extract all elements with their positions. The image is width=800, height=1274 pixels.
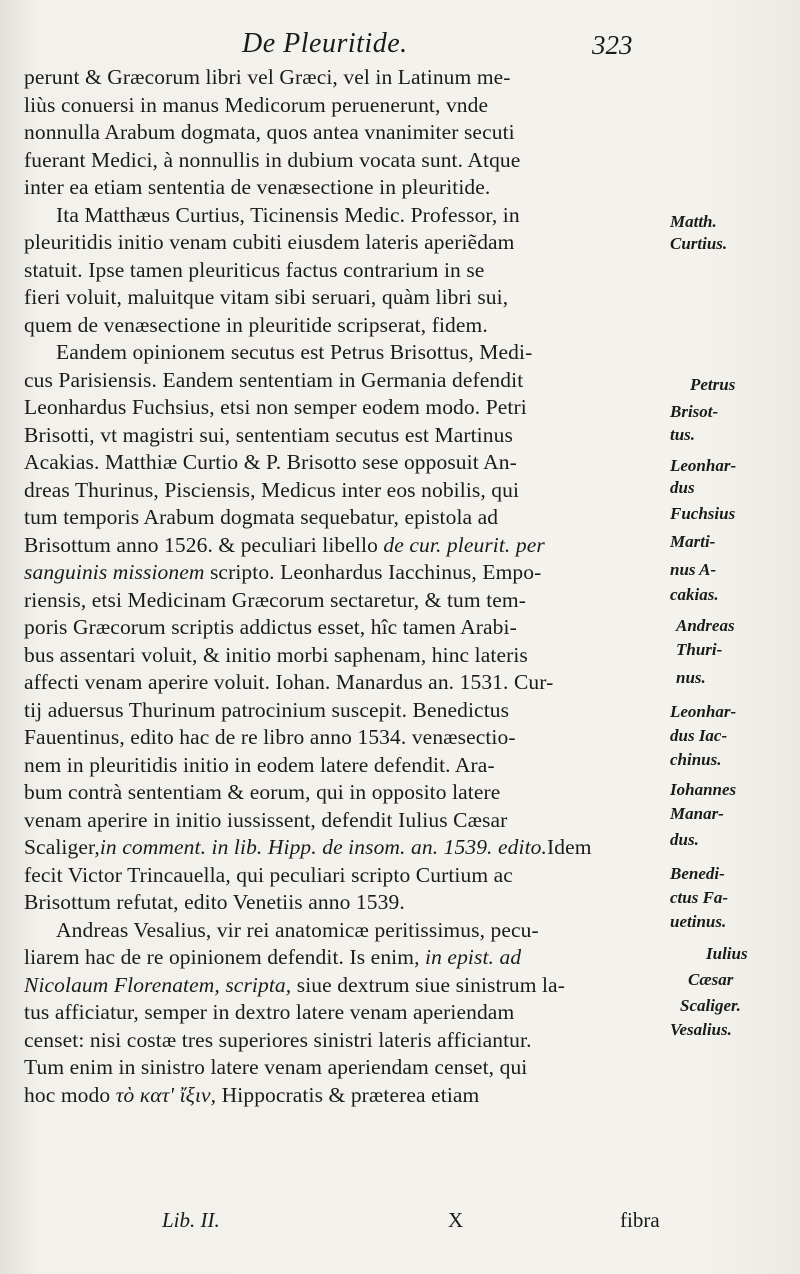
- margin-note: Manar-: [670, 804, 724, 823]
- margin-note: Matth.: [670, 212, 717, 231]
- text-line: poris Græcorum scriptis addictus esset, hîc tamen Arabi-: [24, 615, 517, 639]
- margin-note: Andreas: [676, 616, 735, 635]
- text-segment: Brisottum anno 1526. & peculiari libello: [24, 532, 378, 557]
- text-line: quem de venæsectione in pleuritide scripserat, fidem.: [24, 312, 488, 337]
- text-line: [24, 532, 674, 560]
- catchword: fibra: [620, 1208, 660, 1232]
- margin-note: Leonhar-: [670, 456, 737, 475]
- margin-note: Brisot-: [670, 402, 719, 421]
- margin-note: chinus.: [670, 750, 722, 769]
- text-line: [24, 834, 674, 862]
- text-line: nem in pleuritidis initio in eodem latere defendit. Ara-: [24, 752, 495, 777]
- text-line: tum temporis Arabum dogmata sequebatur, epistola ad: [24, 505, 499, 529]
- text-line: pleuritidis initio venam cubiti eiusdem lateris aperiẽdam: [24, 230, 515, 254]
- text-segment: hoc modo: [24, 1082, 111, 1107]
- italic-citation: sanguinis missionem: [24, 560, 205, 584]
- page-footer: [0, 1208, 800, 1242]
- text-line: inter ea etiam sententia de venæsectione in pleuritide.: [24, 175, 491, 199]
- text-line: fuerant Medici, à nonnullis in dubium vocata sunt. Atque: [24, 147, 521, 172]
- italic-citation: de cur. pleurit. per: [383, 532, 545, 557]
- margin-note: nus A-: [670, 560, 717, 579]
- margin-note: Iohannes: [670, 780, 737, 799]
- margin-note: Cæsar: [688, 970, 734, 989]
- margin-note: nus.: [676, 668, 706, 687]
- text-line: bus assentari voluit, & initio morbi saphenam, hinc lateris: [24, 642, 528, 667]
- text-segment: Idem: [546, 835, 592, 859]
- text-line: riensis, etsi Medicinam Græcorum sectaretur, & tum tem-: [24, 587, 526, 612]
- margin-note: dus: [670, 478, 695, 497]
- greek-phrase: τὸ κατ' ἴξιν,: [115, 1082, 217, 1107]
- text-line: Brisottum refutat, edito Venetiis anno 1539.: [24, 890, 405, 914]
- text-line: bum contrà sententiam & eorum, qui in opposito latere: [24, 780, 501, 804]
- margin-note: Iulius: [706, 944, 748, 963]
- text-line: liùs conuersi in manus Medicorum peruenerunt, vnde: [24, 92, 489, 117]
- text-line: nonnulla Arabum dogmata, quos antea vnanimiter secuti: [24, 120, 515, 144]
- page-number: 323: [592, 30, 633, 60]
- text-line: Brisotti, vt magistri sui, sententiam secutus est Martinus: [24, 422, 513, 447]
- text-line: Ita Matthæus Curtius, Ticinensis Medic. Professor, in: [56, 202, 520, 227]
- margin-note: dus.: [670, 830, 699, 849]
- text-line: fecit Victor Trincauella, qui peculiari scripto Curtium ac: [24, 862, 513, 887]
- text-segment: Hippocratis & præterea etiam: [221, 1082, 480, 1107]
- text-line: Tum enim in sinistro latere venam aperiendam censet, qui: [24, 1055, 528, 1079]
- gathering-mark: X: [448, 1208, 464, 1232]
- margin-note: dus Iac-: [670, 726, 728, 745]
- body-text: [24, 64, 674, 1109]
- text-line: Leonhardus Fuchsius, etsi non semper eodem modo. Petri: [24, 395, 527, 419]
- text-segment: scripto. Leonhardus Iacchinus, Empo-: [209, 560, 542, 584]
- italic-citation: Nicolaum Florenatem, scripta,: [24, 972, 292, 997]
- text-line: Fauentinus, edito hac de re libro anno 1534. venæsectio-: [24, 725, 516, 749]
- margin-note: Curtius.: [670, 234, 728, 253]
- running-title: De Pleuritide.: [242, 28, 408, 59]
- text-line: [24, 944, 674, 972]
- text-line: tij aduersus Thurinum patrocinium suscepit. Benedictus: [24, 697, 510, 722]
- margin-note: Fuchsius: [670, 504, 736, 523]
- text-line: affecti venam aperire voluit. Iohan. Manardus an. 1531. Cur-: [24, 670, 554, 694]
- margin-note: Vesalius.: [670, 1020, 732, 1039]
- text-segment: siue dextrum siue sinistrum la-: [296, 972, 565, 997]
- text-line: Andreas Vesalius, vir rei anatomicæ peritissimus, pecu-: [56, 917, 539, 942]
- text-line: fieri voluit, maluitque vitam sibi seruari, quàm libri sui,: [24, 285, 509, 309]
- text-line: [24, 559, 674, 587]
- margin-note: cakias.: [670, 585, 719, 604]
- text-line: [24, 1082, 674, 1110]
- text-line: dreas Thurinus, Pisciensis, Medicus inter eos nobilis, qui: [24, 477, 520, 502]
- margin-note: Marti-: [670, 532, 716, 551]
- italic-citation: in epist. ad: [425, 945, 522, 969]
- text-line: perunt & Græcorum libri vel Græci, vel in Latinum me-: [24, 65, 511, 89]
- margin-note: Petrus: [690, 375, 736, 394]
- text-line: venam aperire in initio iussissent, defendit Iulius Cæsar: [24, 807, 508, 832]
- margin-note: Thuri-: [676, 640, 723, 659]
- text-segment: Scaliger,: [24, 835, 100, 859]
- italic-citation: in comment. in lib. Hipp. de insom. an. 1539. edito.: [99, 835, 547, 859]
- margin-note: Benedi-: [670, 864, 725, 883]
- margin-note: tus.: [670, 425, 696, 444]
- text-line: statuit. Ipse tamen pleuriticus factus contrarium in se: [24, 257, 485, 282]
- text-line: [24, 972, 674, 1000]
- margin-note: uetinus.: [670, 912, 727, 931]
- page-header: [0, 28, 800, 68]
- text-segment: liarem hac de re opinionem defendit. Is enim,: [24, 945, 420, 969]
- text-line: Eandem opinionem secutus est Petrus Brisottus, Medi-: [56, 340, 533, 364]
- text-line: Acakias. Matthiæ Curtio & P. Brisotto sese opposuit An-: [24, 450, 517, 474]
- text-line: cus Parisiensis. Eandem sententiam in Germania defendit: [24, 367, 524, 392]
- text-line: tus afficiatur, semper in dextro latere venam aperiendam: [24, 1000, 515, 1024]
- margin-note: ctus Fa-: [670, 888, 729, 907]
- margin-note: Scaliger.: [680, 996, 741, 1015]
- signature-mark: Lib. II.: [162, 1208, 220, 1232]
- text-line: censet: nisi costæ tres superiores sinistri lateris afficiantur.: [24, 1027, 532, 1052]
- margin-note: Leonhar-: [670, 702, 737, 721]
